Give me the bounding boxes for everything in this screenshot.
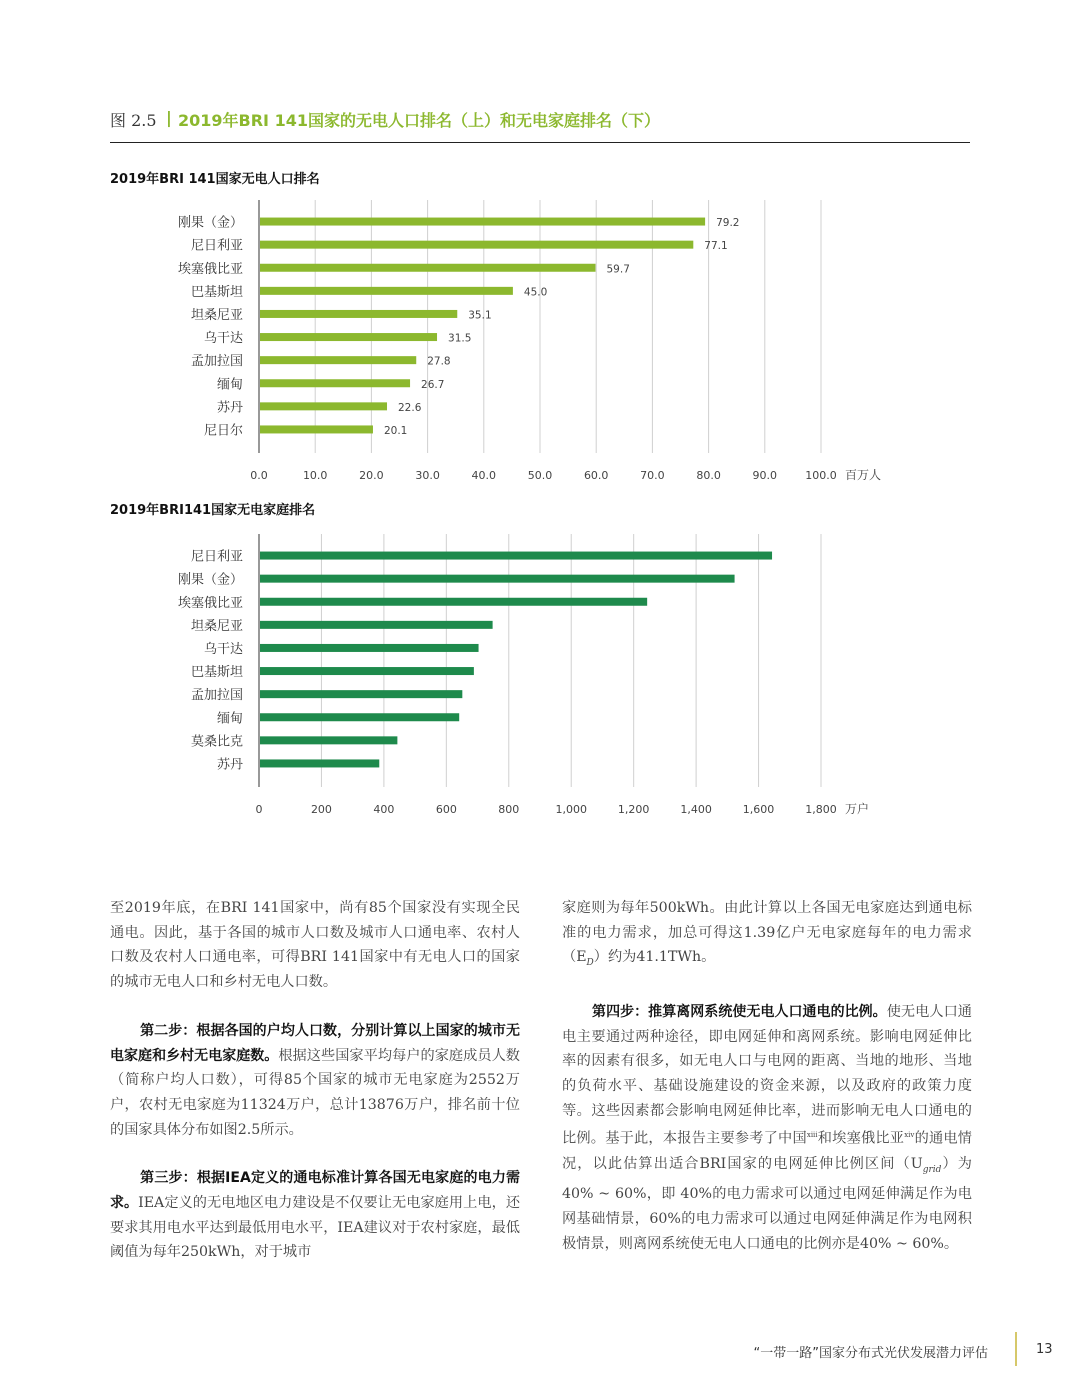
x-tick-label: 10.0 <box>302 469 328 482</box>
x-tick-label: 0 <box>255 803 263 816</box>
category-label: 埃塞俄比亚 <box>177 595 243 611</box>
bar <box>260 287 513 295</box>
bar <box>260 425 373 433</box>
x-tick-label: 80.0 <box>696 469 721 482</box>
step3-heading: 第三步：根据IEA定义的通电标准计算各国无电家庭的电力需求。 <box>110 1170 520 1212</box>
population-chart <box>0 190 1080 490</box>
category-label: 孟加拉国 <box>190 688 243 704</box>
bar <box>260 218 705 226</box>
bar <box>260 552 772 560</box>
step4-heading: 第四步：推算离网系统使无电人口通电的比例。 <box>592 1003 887 1020</box>
data-label: 59.7 <box>606 263 630 276</box>
category-label: 乌干达 <box>203 641 243 657</box>
x-tick-label: 90.0 <box>752 469 778 482</box>
bar <box>260 598 647 606</box>
data-label: 22.6 <box>398 401 422 414</box>
data-label: 26.7 <box>421 378 445 391</box>
x-tick-label: 40.0 <box>471 469 497 482</box>
bar <box>260 402 387 410</box>
left-paragraph-3: 第三步：根据IEA定义的通电标准计算各国无电家庭的电力需求。IEA定义的无电地区电力建设是不仅要让无电家庭用上电，还要求其用电水平达到最低用电水平，IEA建议对于农村家庭，最低阈值为每年250kWh，对于城市 <box>110 1170 521 1261</box>
x-tick-label: 1,800 <box>805 803 837 816</box>
x-tick-label: 1,400 <box>680 803 712 816</box>
category-label: 巴基斯坦 <box>190 284 243 300</box>
x-tick-label: 1,200 <box>617 803 650 816</box>
footer-report-title: “一带一路”国家分布式光伏发展潜力评估 <box>753 1346 988 1361</box>
category-label: 坦桑尼亚 <box>190 618 243 634</box>
x-tick-label: 30.0 <box>415 469 440 482</box>
footer-divider <box>1015 1332 1017 1366</box>
x-tick-label: 1,600 <box>742 803 775 816</box>
figure-header <box>110 106 970 143</box>
x-tick-label: 1,000 <box>555 803 587 816</box>
bar <box>260 575 735 583</box>
bar <box>260 379 410 387</box>
x-tick-label: 100.0 <box>805 469 837 482</box>
category-label: 乌干达 <box>203 331 243 347</box>
left-paragraph-2: 第二步：根据各国的户均人口数，分别计算以上国家的城市无电家庭和乡村无电家庭数。根据这些国家平均每户的家庭成员人数（简称户均人口数），可得85个国家的城市无电家庭为2552万户，农村无电家庭为11324万户，总计13876万户，排名前十位的国家具体分布如图2.5所示。 <box>110 1022 520 1138</box>
category-label: 苏丹 <box>216 757 243 773</box>
bar <box>260 667 474 675</box>
category-label: 尼日利亚 <box>190 238 243 254</box>
bar <box>260 310 457 318</box>
data-label: 27.8 <box>427 355 451 368</box>
x-tick-label: 60.0 <box>583 469 609 482</box>
data-label: 20.1 <box>383 424 408 437</box>
category-label: 莫桑比克 <box>190 734 243 750</box>
figure-title: 2019年BRI 141国家的无电人口排名（上）和无电家庭排名（下） <box>178 111 660 130</box>
x-unit-label: 万户 <box>845 802 870 816</box>
left-paragraph-1: 至2019年底，在BRI 141国家中，尚有85个国家没有实现全民通电。因此，基于各国的城市人口数及城市人口通电率、农村人口数及农村人口通电率，可得BRI 141国家中有无电人口的国家的城市无电人口和乡村无电人口数。 <box>110 900 520 991</box>
figure-separator: | <box>166 108 172 127</box>
category-label: 尼日尔 <box>203 423 243 439</box>
data-label: 45.0 <box>523 286 548 299</box>
bar <box>260 690 462 698</box>
bar <box>260 621 493 629</box>
x-tick-label: 0.0 <box>250 469 268 482</box>
bar <box>260 264 596 272</box>
category-label: 刚果（金） <box>177 572 243 588</box>
bar <box>260 713 459 721</box>
household-chart <box>0 525 1080 825</box>
x-tick-label: 800 <box>498 803 520 816</box>
bar <box>260 644 479 652</box>
page-number: 13 <box>1036 1342 1053 1357</box>
data-label: 77.1 <box>704 240 728 253</box>
category-label: 缅甸 <box>216 377 243 393</box>
chart2-title: 2019年BRI141国家无电家庭排名 <box>110 503 316 518</box>
bar <box>260 333 437 341</box>
bar <box>260 759 379 767</box>
category-label: 坦桑尼亚 <box>190 307 243 323</box>
x-tick-label: 20.0 <box>359 469 384 482</box>
category-label: 尼日利亚 <box>190 549 243 565</box>
figure-label: 图 2.5 <box>110 111 157 130</box>
category-label: 刚果（金） <box>177 215 243 231</box>
right-paragraph-2: 第四步：推算离网系统使无电人口通电的比例。使无电人口通电主要通过两种途径，即电网延伸和离网系统。影响电网延伸比率的因素有很多，如无电人口与电网的距离、当地的地形、当地的负荷水平、基础设施建设的资金来源，以及政府的政策力度等。这些因素都会影响电网延伸比率，进而影响无电人口通电的比例。基于此，本报告主要参考了中国$^{xiii}$和埃塞俄比亚$^{xiv}$的通电情况，以此估算出适合BRI国家的电网延伸比例区间$(U_{grid})$为40% ~ 60%，即 40%的电力需求可以通过电网延伸满足作为电网基础情景，60%的电力需求可以通过电网延伸满足作为电网积极情景，则离网系统使无电人口通电的比例亦是40% ~ 60%。 <box>562 1003 972 1252</box>
x-tick-label: 70.0 <box>640 469 665 482</box>
x-tick-label: 50.0 <box>527 469 553 482</box>
right-paragraph-1: 家庭则为每年500kWh。由此计算以上各国无电家庭达到通电标准的电力需求，加总可得这1.39亿户无电家庭每年的电力需求$(E_D)$约为41.1TWh。 <box>562 900 972 969</box>
body-right-column <box>562 896 972 1281</box>
data-label: 79.2 <box>716 217 740 230</box>
x-unit-label: 百万人 <box>845 468 882 482</box>
x-tick-label: 400 <box>373 803 395 816</box>
bar <box>260 241 693 249</box>
data-label: 31.5 <box>448 332 472 345</box>
category-label: 孟加拉国 <box>190 354 243 370</box>
body-left-column <box>110 896 520 1289</box>
bar <box>260 356 416 364</box>
category-label: 埃塞俄比亚 <box>177 261 243 277</box>
data-label: 35.1 <box>468 309 492 322</box>
category-label: 巴基斯坦 <box>190 665 243 681</box>
category-label: 苏丹 <box>216 400 243 416</box>
bar <box>260 736 397 744</box>
chart1-title: 2019年BRI 141国家无电人口排名 <box>110 172 320 187</box>
category-label: 缅甸 <box>216 711 243 727</box>
step2-heading: 第二步：根据各国的户均人口数，分别计算以上国家的城市无电家庭和乡村无电家庭数。 <box>110 1022 520 1064</box>
x-tick-label: 200 <box>310 803 332 816</box>
x-tick-label: 600 <box>435 803 457 816</box>
